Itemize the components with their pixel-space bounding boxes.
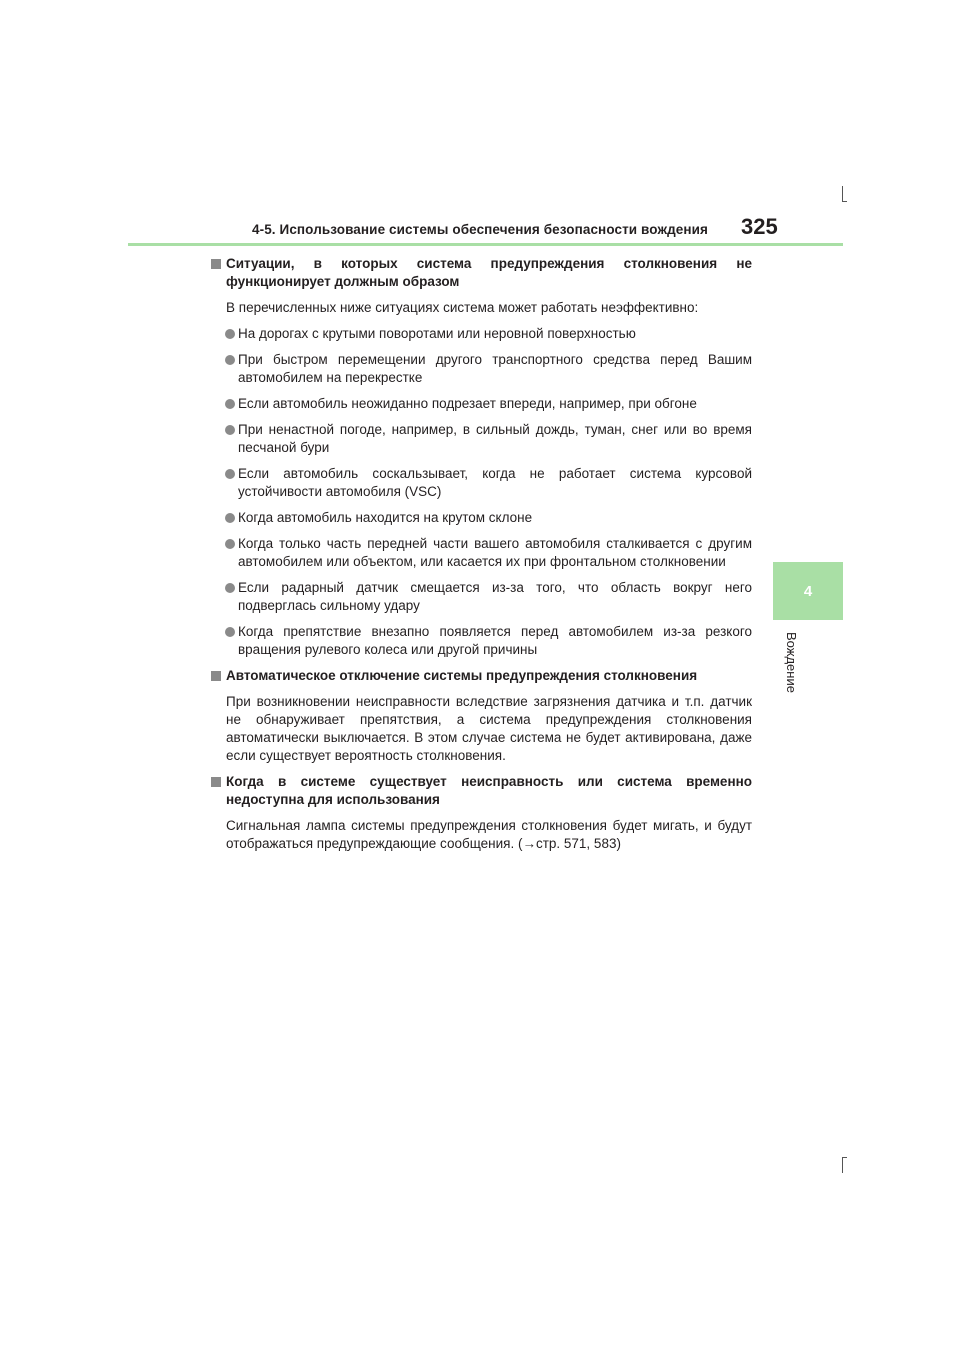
main-content	[210, 255, 752, 861]
crop-mark-top-right-tick	[842, 201, 847, 202]
chapter-label: Вождение	[784, 632, 799, 693]
list-item: Когда автомобиль находится на крутом склоне	[210, 509, 752, 527]
list-item: Если радарный датчик смещается из-за того, что область вокруг него подверглась сильному удару	[210, 579, 752, 615]
list-item: При быстром перемещении другого транспортного средства перед Вашим автомобилем на перекрестке	[210, 351, 752, 387]
square-bullet-icon	[211, 777, 221, 787]
chapter-tab	[773, 562, 843, 620]
square-bullet-icon	[211, 671, 221, 681]
page-number: 325	[741, 214, 778, 239]
list-item: Когда препятствие внезапно появляется перед автомобилем из-за резкого вращения рулевого колеса или другой причины	[210, 623, 752, 659]
square-bullet-icon	[211, 259, 221, 269]
crop-mark-bottom-right-tick	[842, 1157, 847, 1158]
circle-bullet-icon	[225, 469, 235, 479]
circle-bullet-icon	[225, 539, 235, 549]
circle-bullet-icon	[225, 627, 235, 637]
section-heading: Когда в системе существует неисправность или система временно недоступна для использования	[210, 773, 752, 809]
list-item: При ненастной погоде, например, в сильный дождь, туман, снег или во время песчаной бури	[210, 421, 752, 457]
circle-bullet-icon	[225, 513, 235, 523]
list-item: Если автомобиль соскальзывает, когда не работает система курсовой устойчивости автомобиля (VSC)	[210, 465, 752, 501]
section-intro: В перечисленных ниже ситуациях система может работать неэффективно:	[226, 300, 699, 315]
circle-bullet-icon	[225, 355, 235, 365]
circle-bullet-icon	[225, 399, 235, 409]
section-body: При возникновении неисправности вследствие загрязнения датчика и т.п. датчик не обнаруживает препятствия, а система предупреждения столкновения автоматически выключается. В этом случае система не будет активирована, даже если существует вероятность столкновения.	[226, 694, 752, 763]
list-item: Если автомобиль неожиданно подрезает впереди, например, при обгоне	[210, 395, 752, 413]
circle-bullet-icon	[225, 425, 235, 435]
chapter-number: 4	[803, 582, 813, 600]
crop-mark-bottom-right	[842, 1157, 843, 1173]
circle-bullet-icon	[225, 583, 235, 593]
section-header-title: 4-5. Использование системы обеспечения безопасности вождения	[252, 222, 709, 237]
crop-mark-top-right	[842, 186, 843, 202]
section-body: Сигнальная лампа системы предупреждения столкновения будет мигать, и будут отображаться предупреждающие сообщения. (→стр. 571, 583)	[226, 818, 752, 851]
section-heading: Автоматическое отключение системы предупреждения столкновения	[210, 667, 752, 685]
list-item: На дорогах с крутыми поворотами или неровной поверхностью	[210, 325, 752, 343]
header-rule	[128, 243, 843, 246]
list-item: Когда только часть передней части вашего автомобиля сталкивается с другим автомобилем или объектом, или касается их при фронтальном столкновении	[210, 535, 752, 571]
section-heading: Ситуации, в которых система предупреждения столкновения не функционирует должным образом	[210, 255, 752, 291]
circle-bullet-icon	[225, 329, 235, 339]
